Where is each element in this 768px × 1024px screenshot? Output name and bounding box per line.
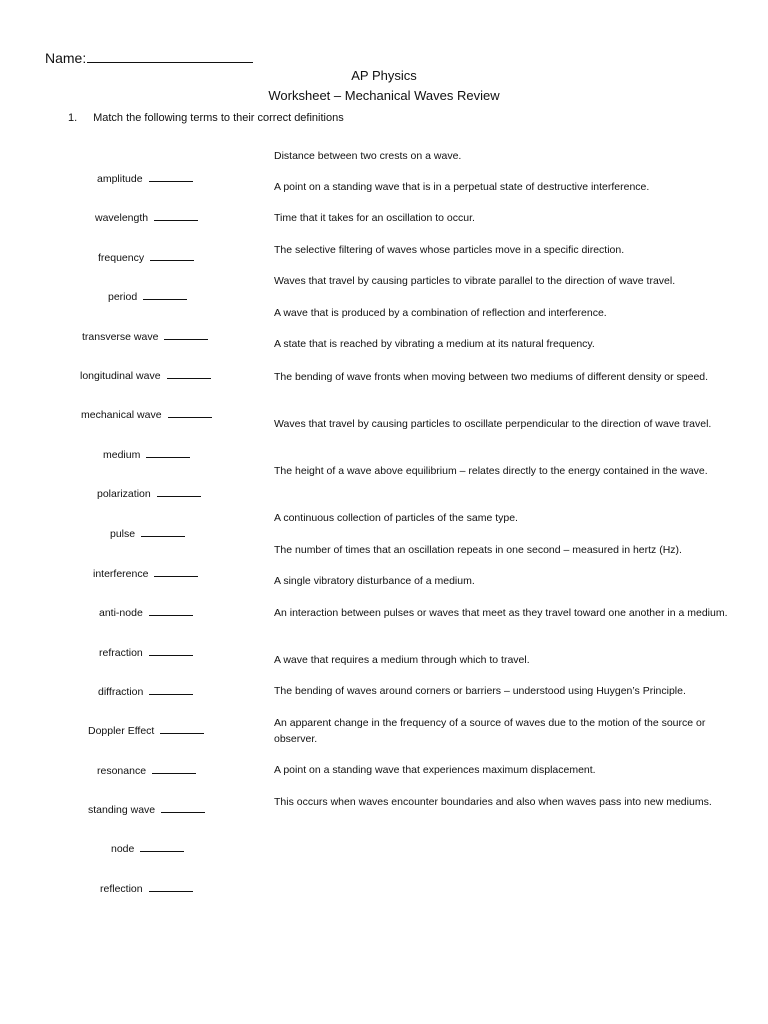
term-item	[80, 369, 211, 382]
definition-item: The height of a wave above equilibrium – relates directly to the energy contained in the wave.	[274, 465, 708, 477]
answer-blank[interactable]	[154, 567, 198, 577]
question-text: Match the following terms to their correct definitions	[93, 112, 344, 124]
answer-blank[interactable]	[140, 842, 184, 852]
term-label: Doppler Effect	[88, 725, 155, 737]
answer-blank[interactable]	[150, 251, 194, 261]
term-label: transverse wave	[82, 331, 159, 343]
term-label: medium	[103, 449, 141, 461]
term-label: diffraction	[98, 686, 144, 698]
answer-blank[interactable]	[149, 172, 193, 182]
answer-blank[interactable]	[149, 646, 193, 656]
term-item	[93, 567, 198, 580]
term-label: polarization	[97, 488, 151, 500]
definition-item: The bending of wave fronts when moving between two mediums of different density or speed.	[274, 371, 709, 383]
definition-item: An interaction between pulses or waves that meet as they travel toward one another in a medium.	[274, 607, 728, 619]
term-label: anti-node	[99, 607, 143, 619]
term-item	[97, 487, 201, 500]
answer-blank[interactable]	[149, 882, 193, 892]
term-label: standing wave	[88, 804, 156, 816]
answer-blank[interactable]	[160, 724, 204, 734]
term-item	[97, 172, 193, 185]
term-item	[97, 764, 196, 777]
name-field	[45, 48, 253, 66]
term-item	[95, 211, 198, 224]
answer-blank[interactable]	[167, 369, 211, 379]
term-item	[88, 724, 204, 737]
term-label: wavelength	[95, 212, 149, 224]
term-item	[111, 842, 184, 855]
definition-item: An apparent change in the frequency of a source of waves due to the motion of the source or observer.	[274, 717, 706, 745]
definition-item: A wave that requires a medium through which to travel.	[274, 654, 530, 666]
answer-blank[interactable]	[143, 290, 187, 300]
definition-item: A state that is reached by vibrating a medium at its natural frequency.	[274, 338, 595, 350]
definition-item: Waves that travel by causing particles to vibrate parallel to the direction of wave travel.	[274, 275, 676, 287]
answer-blank[interactable]	[154, 211, 198, 221]
definition-item: A point on a standing wave that is in a perpetual state of destructive interference.	[274, 181, 650, 193]
term-label: frequency	[98, 252, 145, 264]
definition-item: A point on a standing wave that experiences maximum displacement.	[274, 764, 596, 776]
answer-blank[interactable]	[164, 330, 208, 340]
definition-item: Time that it takes for an oscillation to occur.	[274, 212, 475, 224]
worksheet-title: Worksheet – Mechanical Waves Review	[268, 88, 500, 103]
name-blank[interactable]	[87, 48, 253, 63]
definition-item: This occurs when waves encounter boundaries and also when waves pass into new mediums.	[274, 796, 712, 808]
term-label: period	[108, 291, 138, 303]
term-label: refraction	[99, 647, 143, 659]
term-item	[98, 685, 193, 698]
term-item	[98, 251, 194, 264]
answer-blank[interactable]	[149, 606, 193, 616]
term-item	[108, 290, 187, 303]
answer-blank[interactable]	[141, 527, 185, 537]
definition-item: A wave that is produced by a combination of reflection and interference.	[274, 307, 607, 319]
answer-blank[interactable]	[161, 803, 205, 813]
term-item	[99, 606, 193, 619]
term-label: longitudinal wave	[80, 370, 161, 382]
answer-blank[interactable]	[168, 408, 212, 418]
term-item	[81, 408, 212, 421]
definition-item: The number of times that an oscillation repeats in one second – measured in hertz (Hz).	[274, 544, 682, 556]
answer-blank[interactable]	[146, 448, 190, 458]
term-label: amplitude	[97, 173, 143, 185]
term-label: node	[111, 843, 135, 855]
term-label: reflection	[100, 883, 143, 895]
definition-item: The bending of waves around corners or barriers – understood using Huygen’s Principle.	[274, 685, 686, 697]
definition-item: A single vibratory disturbance of a medium.	[274, 575, 475, 587]
question-instruction	[68, 112, 344, 124]
term-label: resonance	[97, 765, 147, 777]
question-number: 1.	[68, 112, 78, 124]
definition-item: A continuous collection of particles of the same type.	[274, 512, 518, 524]
definition-item: Waves that travel by causing particles to oscillate perpendicular to the direction of wave travel.	[274, 418, 712, 430]
name-label: Name:	[45, 50, 87, 66]
term-item	[100, 882, 193, 895]
term-item	[110, 527, 185, 540]
term-label: pulse	[110, 528, 136, 540]
term-item	[88, 803, 205, 816]
term-item	[99, 646, 193, 659]
term-label: interference	[93, 568, 149, 580]
course-title: AP Physics	[351, 68, 417, 83]
definition-item: The selective filtering of waves whose particles move in a specific direction.	[274, 244, 625, 256]
answer-blank[interactable]	[157, 487, 201, 497]
answer-blank[interactable]	[149, 685, 193, 695]
term-item	[103, 448, 190, 461]
term-label: mechanical wave	[81, 409, 162, 421]
answer-blank[interactable]	[152, 764, 196, 774]
term-item	[82, 330, 208, 343]
definition-item: Distance between two crests on a wave.	[274, 150, 462, 162]
